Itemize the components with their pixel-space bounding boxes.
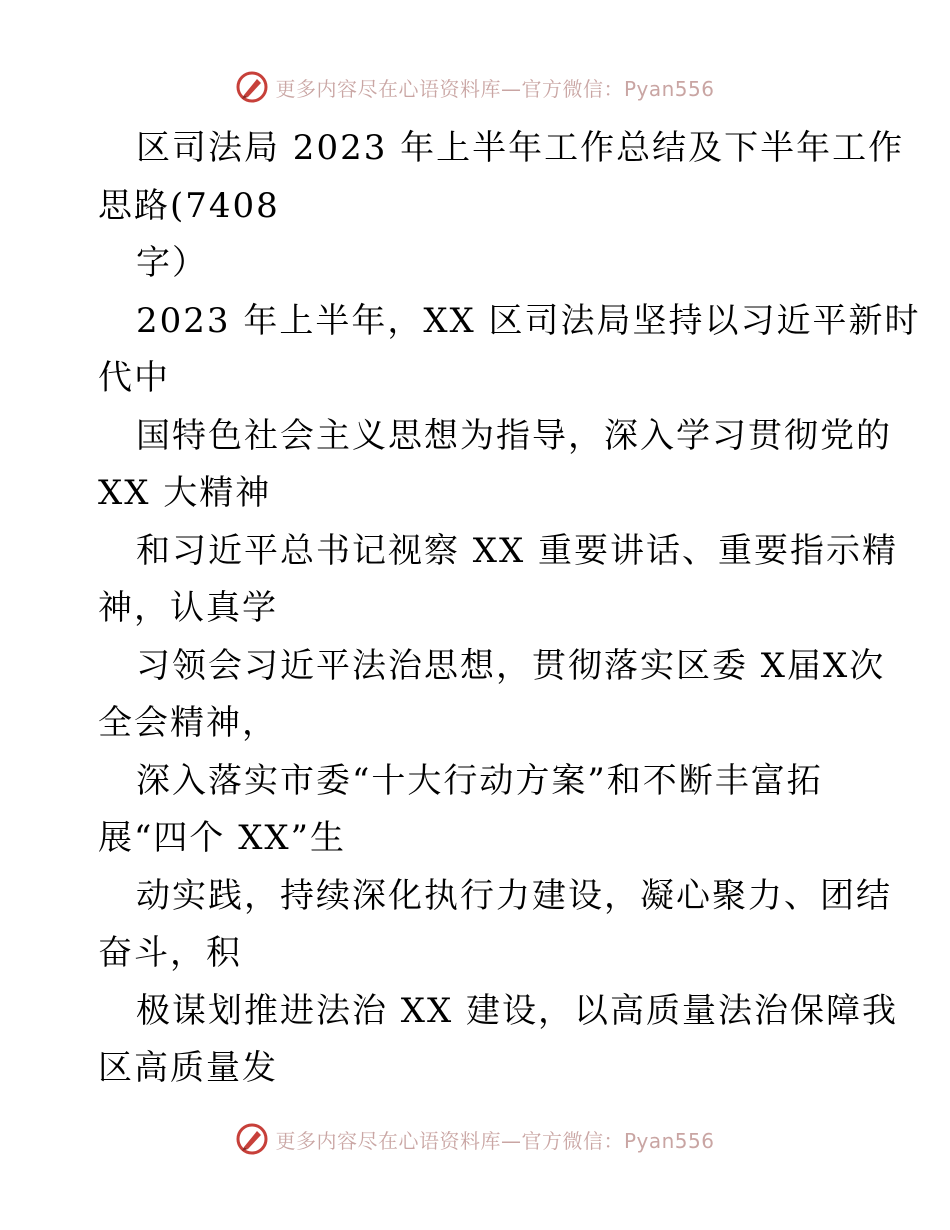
pen-logo-icon <box>235 1122 269 1156</box>
text-line: 展“四个 XX”生 <box>98 818 346 858</box>
text-line: 奋斗，积 <box>98 933 242 973</box>
text-line: XX 大精神 <box>98 473 272 513</box>
text-line: 字） <box>136 243 208 283</box>
watermark-text: 更多内容尽在心语资料库—官方微信：Pyan556 <box>275 76 715 101</box>
document-body <box>98 120 921 1098</box>
text-line: 极谋划推进法治 XX 建设，以高质量法治保障我 <box>136 990 899 1031</box>
header-watermark <box>0 70 950 104</box>
text-line: 区司法局 2023 年上半年工作总结及下半年工作 <box>136 128 905 168</box>
footer-watermark <box>0 1122 950 1156</box>
text-line: 动实践，持续深化执行力建设，凝心聚力、团结 <box>136 875 892 916</box>
text-line: 习领会习近平法治思想，贯彻落实区委 X届X次 <box>136 645 886 686</box>
pen-logo-icon <box>235 70 269 104</box>
text-line: 区高质量发 <box>98 1048 278 1088</box>
text-line: 和习近平总书记视察 XX 重要讲话、重要指示精 <box>136 530 899 571</box>
watermark-text: 更多内容尽在心语资料库—官方微信：Pyan556 <box>275 1128 715 1153</box>
text-line: 代中 <box>98 358 170 398</box>
text-line: 国特色社会主义思想为指导，深入学习贯彻党的 <box>136 415 892 456</box>
text-line: 思路(7408 <box>98 185 280 226</box>
text-line: 2023 年上半年，XX 区司法局坚持以习近平新时 <box>136 300 921 341</box>
text-line: 深入落实市委“十大行动方案”和不断丰富拓 <box>136 760 823 801</box>
text-line: 神，认真学 <box>98 588 278 628</box>
text-line: 全会精神， <box>98 703 278 743</box>
